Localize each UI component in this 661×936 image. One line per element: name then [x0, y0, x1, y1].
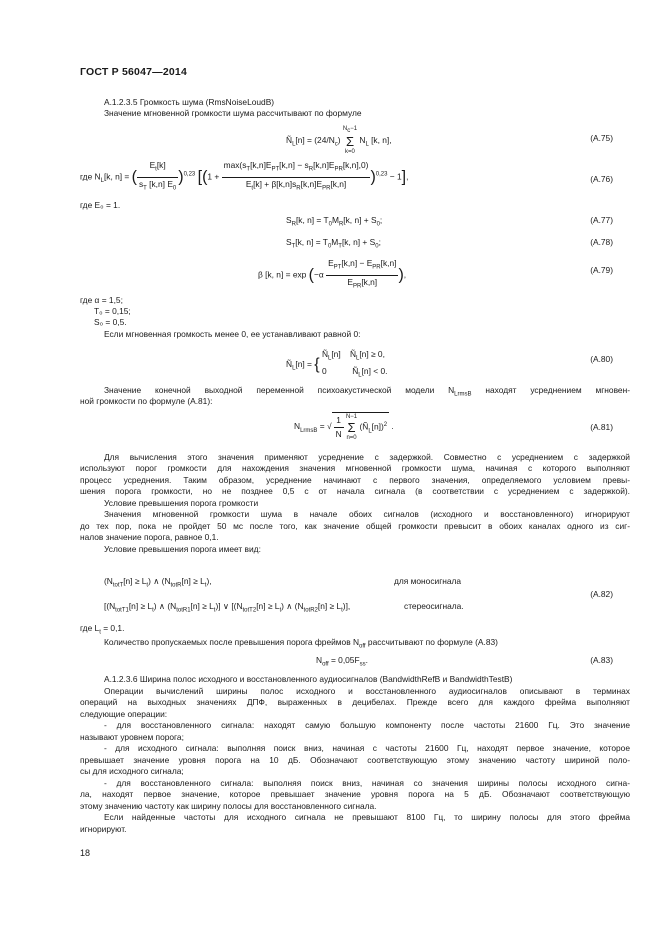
equation-a83: $N_{off} = 0,05F_{ss}$. — [316, 655, 368, 668]
equation-a82-stereo: [$(N_{totT1}[n] \ge L_t)$ ∧ $(N_{totR1}[n] \ge L_t)$] ∨ [$(N_{totT2}[n] \ge L_t)$ ∧ $(N_{totR2}[n] \ge L_t)$], — [104, 601, 351, 614]
paragraph-line: Для вычисления этого значения применяют усреднение с задержкой. Совместно с усреднением с задержкой — [104, 452, 630, 462]
paragraph-line: где α = 1,5; — [80, 295, 123, 305]
paragraph-line: Значение мгновенной громкости шума рассчитывают по формуле — [104, 108, 362, 118]
equation-number: (А.82) — [590, 589, 613, 599]
paragraph-line: Если мгновенная громкость менее 0, ее устанавливают равной 0: — [104, 329, 361, 339]
paragraph-line: следующие операции: — [80, 709, 168, 719]
equation-a77: $S_R[k$, $n] = T_0M_R[k$, $n] + S_0$; — [286, 215, 383, 228]
equation-a76: где $N_L[k$, n] = ( $\frac{E_t[k]}{s_T [k,n] E_0}$ )$^{0,23}$ [(1 + $\frac{\max(s_T[k,n]E_{PT}[k,n] - s_R[k,n]E_{PR}[k,n],0)}{E_t[k] + \beta[k,n]s_R[k,n]E_{PR}[k,n]}$ )$^{0,23}$ − 1], — [80, 160, 409, 192]
paragraph-line: используют порог громкости для нахождения значения мгновенной громкости шума, начиная с которого выполняют — [80, 463, 630, 473]
equation-number: (А.81) — [590, 422, 613, 432]
paragraph-line: Количество пропускаемых после превышения порога фреймов $N_{off}$ рассчитывают по формуле (А.83) — [104, 637, 498, 650]
paragraph-line: Операции вычислений ширины полос исходного и восстановленного аудиосигналов описывают в терминах — [104, 686, 630, 696]
equation-number: (А.79) — [590, 265, 613, 275]
paragraph-line: шения порога громкости, но не позднее 0,5 с от начала сигнала (в соответствии с усреднением с задержкой). — [80, 486, 630, 496]
equation-number: (А.77) — [590, 215, 613, 225]
document-header: ГОСТ Р 56047—2014 — [80, 66, 188, 78]
paragraph-line: налов значение порога, равное 0,1. — [80, 532, 219, 542]
page-number: 18 — [80, 848, 91, 858]
equation-a79: β [k, n] = exp (−α $\frac{E_{PT}[k,n] - E_{PR}[k,n]}{E_{PR}[k,n]}$ ), — [258, 258, 407, 290]
equation-a78: $S_T[k$, $n] = T_0M_T[k$, $n] + S_0$; — [286, 237, 381, 250]
equation-number: (А.78) — [590, 237, 613, 247]
equation-number: (А.75) — [590, 133, 613, 143]
paragraph-line: ла, находят первое значение, которое превышает значение уровня порога на 5 дБ. Обозначают соответствующую — [80, 789, 630, 799]
paragraph-line: называют уровнем порога; — [80, 732, 184, 742]
equation-condition-label: стереосигнала. — [404, 601, 464, 611]
equation-number: (А.76) — [590, 174, 613, 184]
paragraph-line: - для восстановленного сигнала: выполняя поиск вниз, начиная со значения ширины полосы исходного сигна- — [104, 778, 630, 788]
paragraph-line: Условие превышения порога имеет вид: — [104, 544, 261, 554]
paragraph-line: - для восстановленного сигнала: находят самую большую компоненту после частоты 21600 Гц. Это значение — [104, 720, 630, 730]
paragraph-line: Условие превышения порога громкости — [104, 498, 259, 508]
paragraph-line: Значение конечной выходной переменной психоакустической модели $N_{LrmsB}$ находят усреднением мгновен- — [104, 385, 630, 398]
paragraph-line: превышает значение уровня порога на 10 дБ. Обозначают соответствующую этому значению частоту шириной поло- — [80, 755, 630, 765]
paragraph-line: операций на выходных значениях ДПФ, выраженных в децибелах. Прежде всего для каждого фрейма выполняют — [80, 697, 630, 707]
paragraph-line: игнорируют. — [80, 824, 127, 834]
section-heading: А.1.2.3.5 Громкость шума (RmsNoiseLoudB) — [104, 97, 275, 107]
paragraph-line: T₀ = 0,15; — [94, 306, 131, 316]
paragraph-line: сы для исходного сигнала; — [80, 766, 184, 776]
paragraph-line: до тех пор, пока не пройдет 50 мс после того, как значение общей громкости превысит в обоих каналах одного из сиг- — [80, 521, 630, 531]
equation-a75: $Ñ_L[n] = (24/N_c)$ $N_c-1$ Σ k=0 $N_L$ [k, n], — [286, 126, 392, 156]
paragraph-line: где E₀ = 1. — [80, 200, 121, 210]
equation-a80: $Ñ_L[n]$ = { $Ñ_L[n]$ $Ñ_L[n] \ge 0$, 0 $Ñ_L[n] < 0$. — [286, 349, 388, 379]
paragraph-line: S₀ = 0,5. — [94, 317, 127, 327]
paragraph-line: процесс усреднения. Таким образом, усреднение начинают с первого значения, определяемого условием превы- — [80, 475, 630, 485]
paragraph-line: Значения мгновенной громкости шума в начале обоих сигналов (исходного и восстановленного) игнорируют — [104, 509, 630, 519]
paragraph-line: этому значению частоту как ширину полосы для восстановленного сигнала. — [80, 801, 377, 811]
paragraph-line: - для исходного сигнала: выполняя поиск вниз, начиная с частоты 21600 Гц, находят первое значение, которое — [104, 743, 630, 753]
equation-number: (А.83) — [590, 655, 613, 665]
paragraph-line: где $L_t = 0,1$. — [80, 623, 125, 636]
equation-condition-label: для моносигнала — [394, 576, 462, 586]
section-heading: А.1.2.3.6 Ширина полос исходного и восстановленного аудиосигналов (BandwidthRefB и BandwidthTestB) — [104, 674, 513, 684]
equation-a81: $N_{LrmsB}$ = √ $\frac{1}{N}$ N−1 Σ n=0 $(Ñ_L[n])^2$ . — [294, 414, 394, 441]
paragraph-line: Если найденные частоты для исходного сигнала не превышают 8100 Гц, то ширину полосы для этого фрейма — [104, 812, 630, 822]
equation-number: (А.80) — [590, 354, 613, 364]
equation-a82-mono: $(N_{totT}[n] \ge L_t)$ ∧ $(N_{totR}[n] \ge L_t)$, — [104, 576, 212, 589]
paragraph-line: ной громкости по формуле (А.81): — [80, 396, 213, 406]
